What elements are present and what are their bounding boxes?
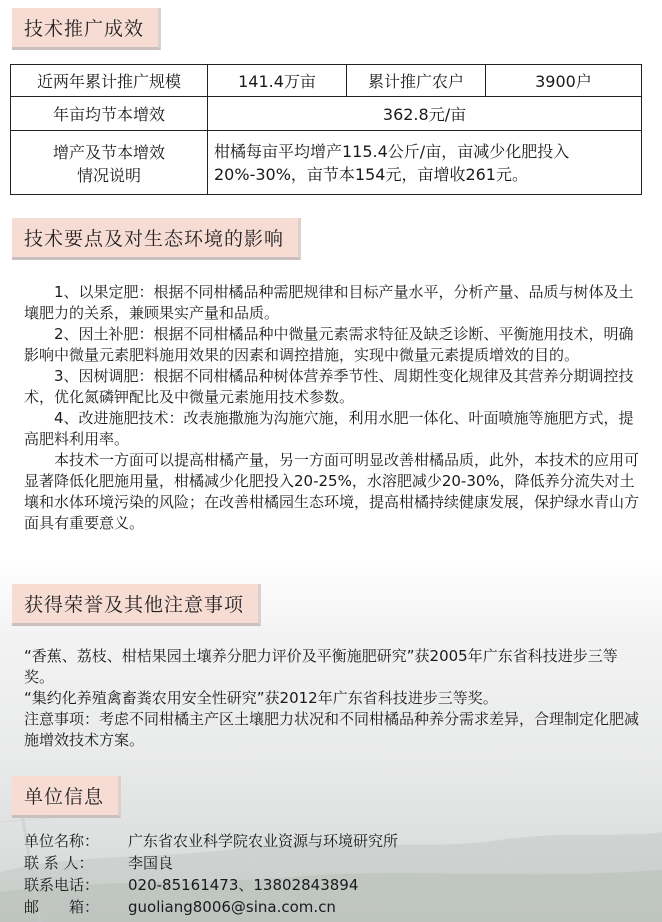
cell-desc-label [11, 131, 208, 195]
impact-point-3: 3、因树调肥：根据不同柑橘品种树体营养季节性、周期性变化规律及其营养分期调控技术，优化氮磷钾配比及中微量元素施用技术参数。 [24, 367, 634, 406]
impact-text [24, 282, 644, 534]
unit-name-row [24, 830, 644, 852]
cell-desc-label-line2: 情况说明 [76, 165, 141, 185]
unit-name-label: 单位名称： [24, 832, 100, 850]
notes-item: 注意事项：考虑不同柑橘主产区土壤肥力状况和不同柑橘品种养分需求差异，合理制定化肥减施增效技术方案。 [24, 710, 640, 749]
cell-scale-value: 141.4万亩 [208, 65, 347, 97]
contact-person-label: 联 系 人： [24, 854, 94, 872]
cell-benefit-value: 362.8元/亩 [208, 97, 642, 131]
honor-item-2: “集约化养殖禽畜粪农用安全性研究”获2012年广东省科技进步三等奖。 [24, 689, 498, 707]
impact-point-2: 2、因土补肥：根据不同柑橘品种中微量元素需求特征及缺乏诊断、平衡施用技术，明确影响中微量元素肥料施用效果的因素和调控措施，实现中微量元素提质增效的目的。 [24, 325, 634, 364]
honor-item-1: “香蕉、荔枝、柑桔果园土壤养分肥力评价及平衡施肥研究”获2005年广东省科技进步三等奖。 [24, 647, 618, 686]
phone-label: 联系电话： [24, 876, 100, 894]
section-heading-honors: 获得荣誉及其他注意事项 [12, 584, 261, 626]
honors-text [24, 646, 640, 751]
cell-desc-value: 柑橘每亩平均增产115.4公斤/亩，亩减少化肥投入20%-30%，亩节本154元，亩增收261元。 [208, 131, 642, 195]
impact-summary: 本技术一方面可以提高柑橘产量，另一方面可明显改善柑橘品质，此外，本技术的应用可显著降低化肥施用量，柑橘减少化肥投入20-25%，水溶肥减少20-30%，降低养分流失对土壤和水体环境污染的风险；在改善柑橘园生态环境，提高柑橘持续健康发展，保护绿水青山方面具有重要意义。 [24, 451, 640, 532]
contact-person-row [24, 852, 644, 874]
email-value: guoliang8006@sina.com.cn [128, 898, 336, 916]
cell-scale-label: 近两年累计推广规模 [11, 65, 208, 97]
email-label: 邮 箱： [24, 898, 100, 916]
section-heading-results: 技术推广成效 [12, 8, 161, 50]
contact-person-value: 李国良 [128, 854, 174, 872]
impact-point-4: 4、改进施肥技术：改表施撒施为沟施穴施，利用水肥一体化、叶面喷施等施肥方式，提高肥料利用率。 [24, 409, 634, 448]
cell-farmers-value: 3900户 [486, 65, 642, 97]
section-heading-unit: 单位信息 [12, 776, 121, 818]
cell-benefit-label: 年亩均节本增效 [11, 97, 208, 131]
phone-value: 020-85161473、13802843894 [128, 876, 359, 894]
phone-row [24, 874, 644, 896]
unit-name-value: 广东省农业科学院农业资源与环境研究所 [128, 832, 399, 850]
results-table [10, 64, 642, 195]
unit-info [24, 830, 644, 918]
cell-farmers-label: 累计推广农户 [347, 65, 486, 97]
section-heading-impact: 技术要点及对生态环境的影响 [12, 218, 301, 260]
cell-desc-label-line1: 增产及节本增效 [52, 142, 165, 162]
email-row [24, 896, 644, 918]
impact-point-1: 1、以果定肥：根据不同柑橘品种需肥规律和目标产量水平，分析产量、品质与树体及土壤肥力的关系，兼顾果实产量和品质。 [24, 283, 634, 322]
